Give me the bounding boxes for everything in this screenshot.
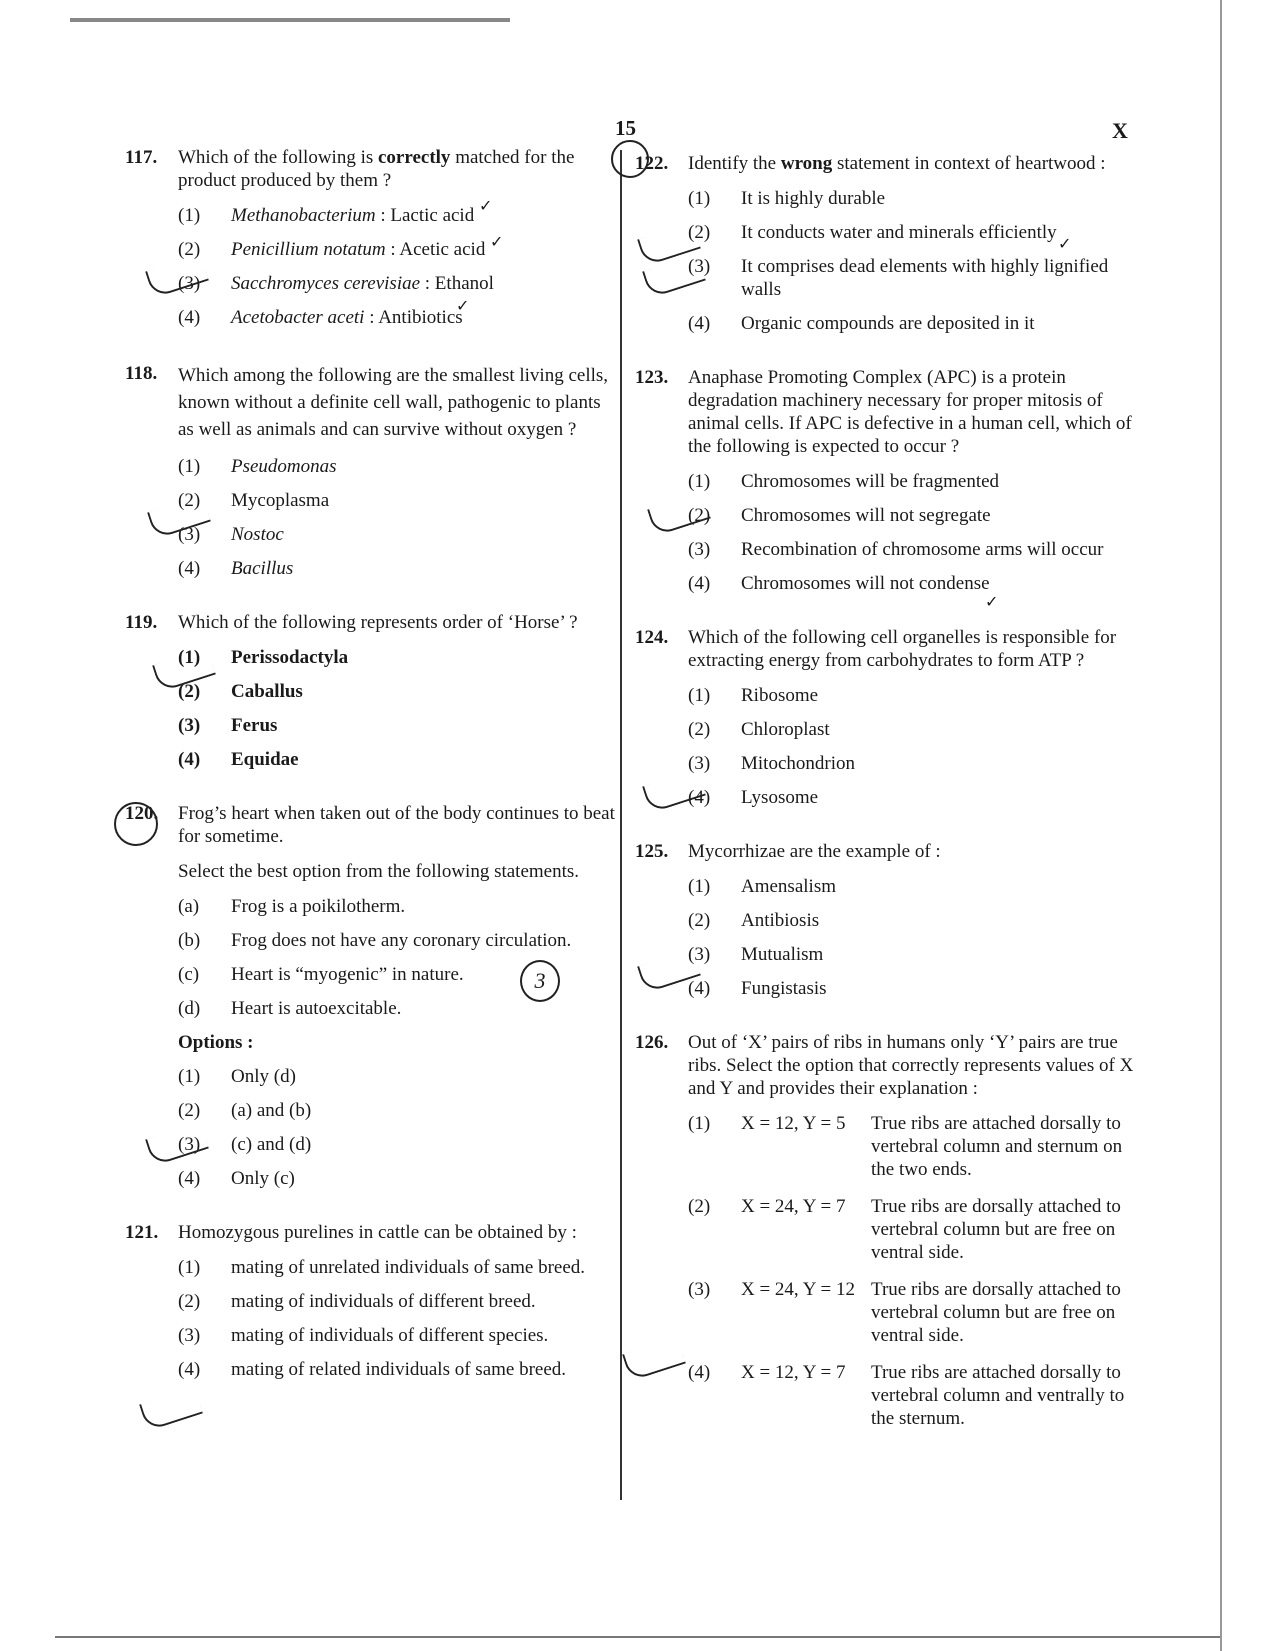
question-119 xyxy=(125,611,615,782)
handwritten-cross-icon: ✓ xyxy=(985,594,999,611)
option[interactable]: (3) Sacchromyces cerevisiae : Ethanol xyxy=(178,273,494,294)
option[interactable]: (4) Equidae xyxy=(178,749,299,770)
option[interactable]: (3) (c) and (d) xyxy=(178,1134,312,1155)
option[interactable]: (1) Ribosome xyxy=(688,685,819,706)
option[interactable]: (1) mating of unrelated individuals of same breed. xyxy=(178,1257,586,1278)
option[interactable]: (2) Penicillium notatum : Acetic acid xyxy=(178,239,486,260)
option[interactable]: (2) Chromosomes will not segregate xyxy=(688,505,991,526)
statement: (a) Frog is a poikilotherm. xyxy=(178,896,406,917)
option[interactable]: (1) Only (d) xyxy=(178,1066,296,1087)
question-number: 121. xyxy=(125,1222,159,1243)
question-stem: Homozygous purelines in cattle can be obtained by : xyxy=(178,1222,577,1243)
option[interactable]: (4) Acetobacter aceti : Antibiotics xyxy=(178,307,463,328)
option[interactable]: (4) Fungistasis xyxy=(688,978,827,999)
option[interactable]: (4) Organic compounds are deposited in it xyxy=(688,313,1035,334)
option[interactable]: (4) Only (c) xyxy=(178,1168,295,1189)
bottom-rule xyxy=(55,1636,1220,1638)
top-rule xyxy=(70,18,510,22)
question-124 xyxy=(635,626,1135,820)
question-126 xyxy=(635,1031,1135,1444)
option[interactable]: (1) Perissodactyla xyxy=(178,647,349,668)
option[interactable]: (2) mating of individuals of different breed. xyxy=(178,1291,536,1312)
option[interactable]: (1) It is highly durable xyxy=(688,188,886,209)
question-stem: Frog’s heart when taken out of the body continues to beat for sometime. xyxy=(178,803,615,847)
question-number: 122. xyxy=(635,153,669,174)
option[interactable]: (3) Ferus xyxy=(178,715,278,736)
question-125 xyxy=(635,840,1135,1011)
left-column xyxy=(125,146,615,1392)
option[interactable]: (2) X = 24, Y = 7 True ribs are dorsally attached to vertebral column but are free on ventral side. xyxy=(688,1196,1121,1263)
option[interactable]: (3) Nostoc xyxy=(178,524,284,545)
question-stem: Which of the following represents order of ‘Horse’ ? xyxy=(178,612,578,633)
option[interactable]: (4) X = 12, Y = 7 True ribs are attached dorsally to vertebral column and ventrally to the sternum. xyxy=(688,1362,1125,1429)
question-stem: Anaphase Promoting Complex (APC) is a protein degradation machinery necessary for proper mitosis of animal cells. If APC is defective in a human cell, which of the following is expected to occur ? xyxy=(688,367,1132,457)
statement: (c) Heart is “myogenic” in nature. xyxy=(178,964,464,985)
handwritten-cross-icon: ✓ xyxy=(479,198,493,215)
question-stem: Which of the following is correctly matched for the product produced by them ? xyxy=(178,147,575,191)
option[interactable]: (3) It comprises dead elements with highly lignified walls xyxy=(688,256,1109,300)
question-stem: Out of ‘X’ pairs of ribs in humans only ‘Y’ pairs are true ribs. Select the option that correctly represents values of X and Y and provides their explanation : xyxy=(688,1032,1134,1099)
question-number: 120. xyxy=(125,803,159,824)
option[interactable]: (1) X = 12, Y = 5 True ribs are attached dorsally to vertebral column and sternum on the two ends. xyxy=(688,1113,1123,1180)
handwritten-cross-icon: ✓ xyxy=(456,298,470,315)
question-121 xyxy=(125,1221,615,1392)
page-number: 15 xyxy=(615,116,636,140)
option[interactable]: (2) It conducts water and minerals efficiently xyxy=(688,222,1057,243)
question-number: 125. xyxy=(635,841,669,862)
option[interactable]: (2) Mycoplasma xyxy=(178,490,330,511)
option[interactable]: (3) X = 24, Y = 12 True ribs are dorsally attached to vertebral column but are free on ventral side. xyxy=(688,1279,1121,1346)
option[interactable]: (3) Mutualism xyxy=(688,944,824,965)
handwritten-cross-icon: ✓ xyxy=(1058,236,1072,253)
question-123 xyxy=(635,366,1135,606)
question-number: 123. xyxy=(635,367,669,388)
question-117 xyxy=(125,146,615,340)
handwritten-circle xyxy=(114,802,158,846)
question-stem: Which among the following are the smallest living cells, known without a definite cell wall, pathogenic to plants as well as animals and can survive without oxygen ? xyxy=(178,365,609,440)
option[interactable]: (1) Amensalism xyxy=(688,876,836,897)
option[interactable]: (1) Methanobacterium : Lactic acid xyxy=(178,205,475,226)
handwritten-answer-circle: 3 xyxy=(520,960,560,1002)
statement: (b) Frog does not have any coronary circulation. xyxy=(178,930,572,951)
handwritten-circle xyxy=(611,140,649,178)
question-stem: Which of the following cell organelles is responsible for extracting energy from carbohydrates to form ATP ? xyxy=(688,627,1117,671)
question-number: 117. xyxy=(125,147,158,168)
right-edge-rule xyxy=(1220,0,1222,1651)
handwritten-cross-icon: ✓ xyxy=(490,234,504,251)
question-number: 124. xyxy=(635,627,669,648)
handwritten-tick-mark xyxy=(139,1387,203,1432)
question-stem: Identify the wrong statement in context of heartwood : xyxy=(688,153,1106,174)
option[interactable]: (4) mating of related individuals of same breed. xyxy=(178,1359,567,1380)
option[interactable]: (1) Chromosomes will be fragmented xyxy=(688,471,1000,492)
question-number: 118. xyxy=(125,363,158,384)
option[interactable]: (3) Recombination of chromosome arms will occur xyxy=(688,539,1104,560)
option[interactable]: (3) mating of individuals of different species. xyxy=(178,1325,549,1346)
option[interactable]: (2) Caballus xyxy=(178,681,303,702)
option[interactable]: (2) Antibiosis xyxy=(688,910,820,931)
question-instruction: Select the best option from the following statements. xyxy=(178,861,580,882)
options-label: Options : xyxy=(178,1032,254,1053)
question-118 xyxy=(125,362,615,591)
booklet-code: X xyxy=(1112,118,1128,143)
column-divider xyxy=(620,150,622,1500)
question-stem: Mycorrhizae are the example of : xyxy=(688,841,941,862)
option[interactable]: (4) Lysosome xyxy=(688,787,819,808)
option[interactable]: (2) Chloroplast xyxy=(688,719,830,740)
question-number: 126. xyxy=(635,1032,669,1053)
statement: (d) Heart is autoexcitable. xyxy=(178,998,402,1019)
option[interactable]: (1) Pseudomonas xyxy=(178,456,337,477)
option[interactable]: (4) Bacillus xyxy=(178,558,294,579)
option[interactable]: (2) (a) and (b) xyxy=(178,1100,312,1121)
right-column xyxy=(635,152,1135,1444)
question-number: 119. xyxy=(125,612,158,633)
option[interactable]: (4) Chromosomes will not condense xyxy=(688,573,990,594)
option[interactable]: (3) Mitochondrion xyxy=(688,753,855,774)
